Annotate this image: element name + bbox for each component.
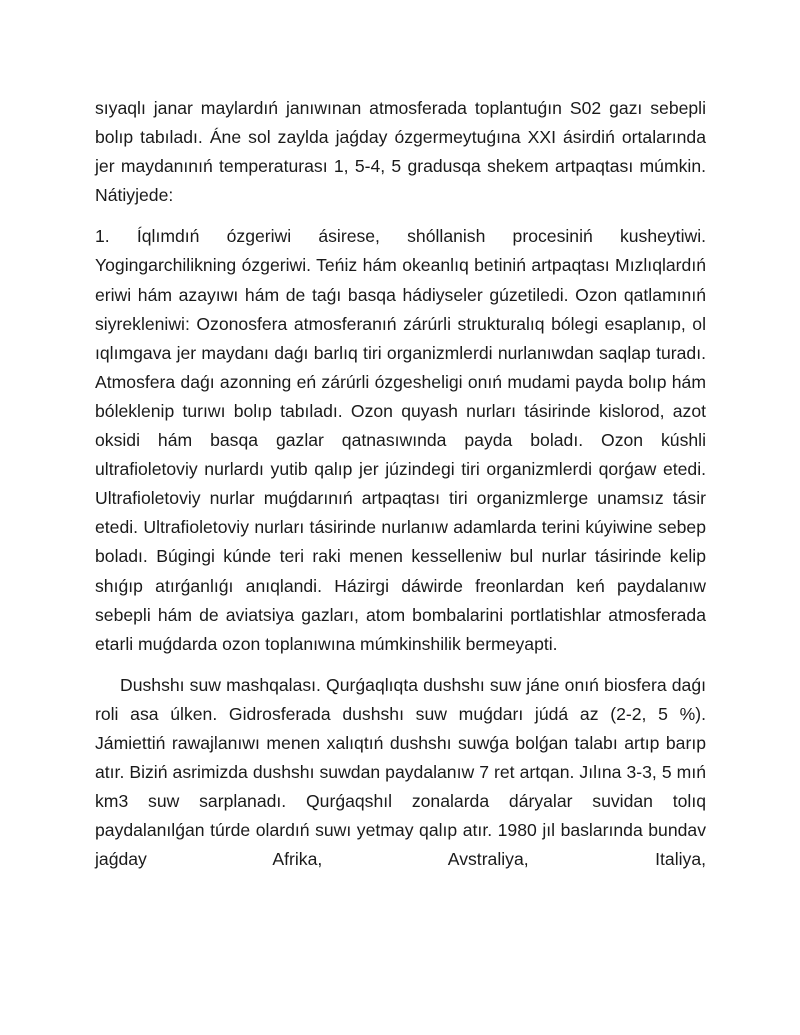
paragraph-intro: sıyaqlı janar maylardıń janıwınan atmosferada toplantuǵın S02 gazı sebepli bolıp tabıladı. Áne sol zaylda jaǵday ózgermeytuǵına XXI ásirdiń ortalarında jer maydanınıń temperaturası 1, 5-4, 5 gradusqa shekem artpaqtası múmkin. Nátiyjede: [95,98,706,206]
document-page [95,94,706,874]
paragraph-fresh-water: Dushshı suw mashqalası. Qurǵaqlıqta dushshı suw jáne onıń biosfera daǵı roli asa úlken. Gidrosferada dushshı suw muǵdarı júdá az (2-2, 5 %). Jámiettiń rawajlanıwı menen xalıqtıń dushshı suwǵa bolǵan talabı artıp barıp atır. Biziń asrimizda dushshı suwdan paydalanıw 7 ret artqan. Jılına 3-3, 5 mıń km3 suw sarplanadı. Qurǵaqshıl zonalarda dáryalar suvidan tolıq paydalanılǵan túrde olardıń suwı yetmay qalıp atır. 1980 jıl baslarında bundav jaǵday Afrika, Avstraliya, Italiya, [95,674,706,870]
paragraph-climate-ozone: 1. Íqlımdıń ózgeriwi ásirese, shóllanish procesiniń kusheytiwi. Yogingarchilikning ózgeriwi. Teńiz hám okeanlıq betiniń artpaqtası Mızlıqlardıń eriwi hám azayıwı hám de taǵı basqa hádiyseler gúzetiledi. Ozon qatlamınıń siyrekleniwi: Ozonosfera atmosferanıń zárúrli strukturalıq bólegi esaplanıp, ol ıqlımgava jer maydanı daǵı barlıq tiri organizmlerdi nurlanıwdan saqlap turadı. Atmosfera daǵı azonning eń zárúrli ózgesheligi onıń mudami payda bolıp hám bóleklenip turıwı bolıp tabıladı. Ozon quyash nurları tásirinde kislorod, azot oksidi hám basqa gazlar qatnasıwında payda boladı. Ozon kúshli ultrafioletoviy nurlardı yutib qalıp jer júzindegi tiri organizmlerdi qorǵaw etedi. Ultrafioletoviy nurlar muǵdarınıń artpaqtası tiri organizmlerge unamsız tásir etedi. Ultrafioletoviy nurları tásirinde nurlanıw adamlarda terini kúyiwine sebep boladı. Búgingi kúnde teri raki menen kesselleniw bul nurlar tásirinde kelip shıǵıp atırǵanlıǵı anıqlandi. Házirgi dáwirde freonlardan keń paydalanıw sebepli hám de aviatsiya gazları, atom bombalarini portlatishlar atmosferada etarli muǵdarda ozon toplanıwına múmkinshilik bermeyapti. [95,226,706,654]
